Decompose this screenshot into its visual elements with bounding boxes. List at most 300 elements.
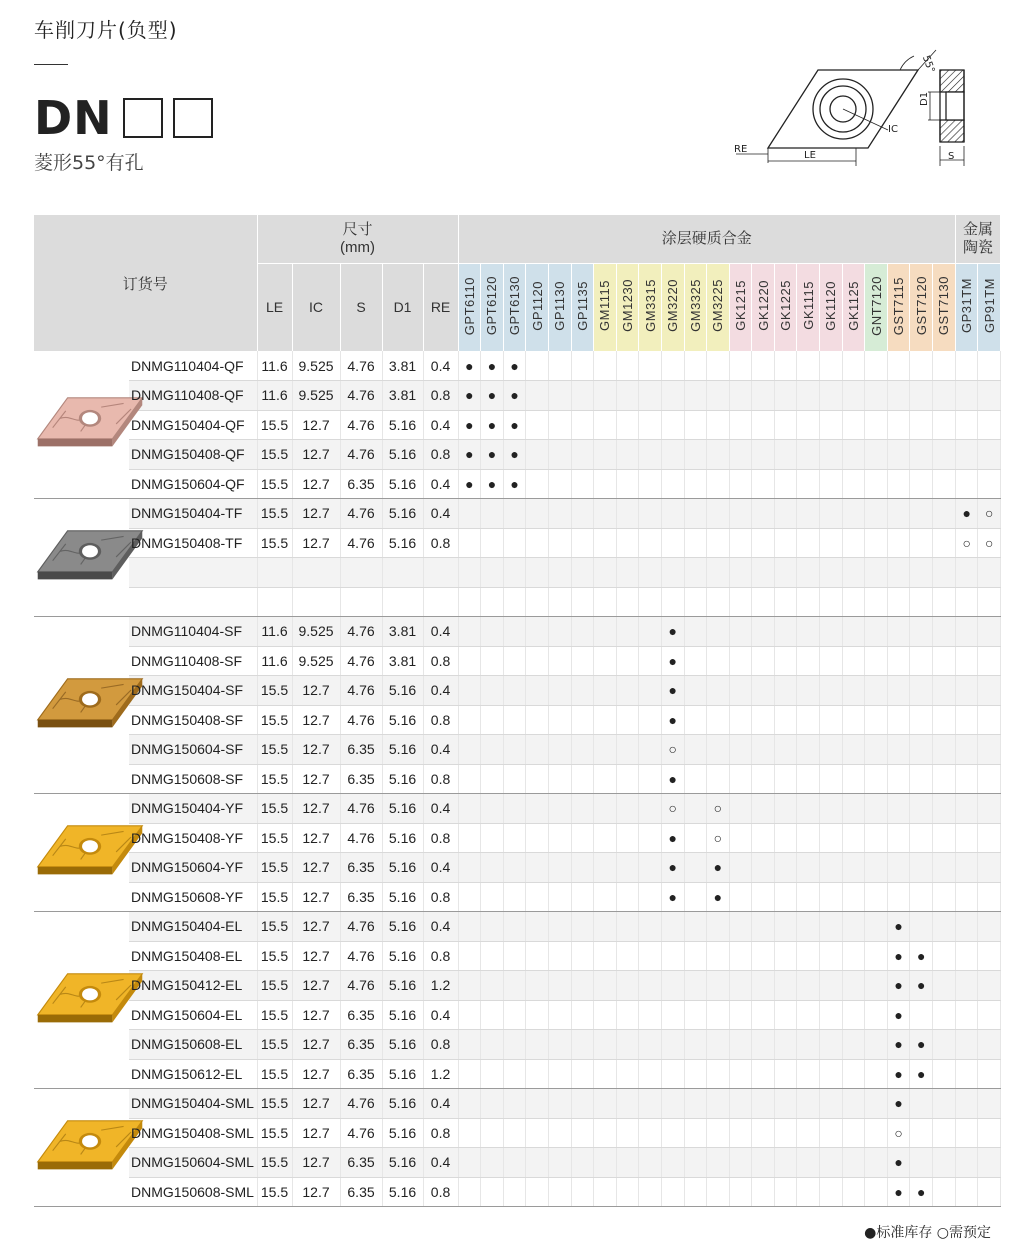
grade-cell xyxy=(526,1118,549,1148)
grade-cell xyxy=(752,1000,775,1030)
grade-cell xyxy=(797,528,820,558)
grade-cell xyxy=(661,469,684,499)
order-code: DNMG150404-TF xyxy=(129,499,257,529)
grade-cell xyxy=(910,912,933,942)
grade-cell xyxy=(865,528,888,558)
grade-cell xyxy=(481,971,504,1001)
grade-cell xyxy=(842,882,865,912)
grade-cell xyxy=(616,1089,639,1119)
grade-cell xyxy=(978,735,1001,765)
grade-cell xyxy=(797,971,820,1001)
grade-cell xyxy=(548,853,571,883)
grade-cell xyxy=(797,1059,820,1089)
grade-cell xyxy=(729,469,752,499)
grade-cell xyxy=(729,617,752,647)
grade-cell xyxy=(865,882,888,912)
grade-cell xyxy=(503,1118,526,1148)
table-row xyxy=(34,794,1001,824)
grade-header-label: GK1125 xyxy=(845,280,861,331)
insert-image-cell xyxy=(34,617,129,794)
stock-mark: ● xyxy=(661,823,684,853)
stock-mark: ● xyxy=(661,676,684,706)
grade-cell xyxy=(594,853,617,883)
grade-cell xyxy=(526,587,549,617)
grade-cell xyxy=(684,1177,707,1207)
grade-cell xyxy=(526,646,549,676)
grade-cell xyxy=(887,764,910,794)
dim-le-value: 11.6 xyxy=(257,646,292,676)
grade-cell xyxy=(684,587,707,617)
grade-cell xyxy=(458,1118,481,1148)
grade-cell xyxy=(548,1148,571,1178)
grade-cell xyxy=(729,410,752,440)
dim-re-value: 0.4 xyxy=(423,794,458,824)
grade-cell xyxy=(842,528,865,558)
grade-cell xyxy=(707,764,730,794)
grade-cell xyxy=(910,1000,933,1030)
stock-mark: ● xyxy=(661,853,684,883)
table-row xyxy=(34,1000,1001,1030)
grade-cell xyxy=(910,558,933,588)
grade-header-label: GK1215 xyxy=(732,280,748,332)
grade-cell xyxy=(481,794,504,824)
grade-cell xyxy=(820,1089,843,1119)
grade-cell xyxy=(526,882,549,912)
grade-cell xyxy=(910,882,933,912)
grade-cell xyxy=(458,764,481,794)
diagram-ic-label: IC xyxy=(888,124,898,135)
grade-cell xyxy=(481,1000,504,1030)
grade-cell xyxy=(729,676,752,706)
grade-cell xyxy=(774,381,797,411)
grade-cell xyxy=(616,469,639,499)
grade-cell xyxy=(571,646,594,676)
grade-cell xyxy=(978,587,1001,617)
grade-cell xyxy=(526,558,549,588)
grade-cell xyxy=(684,499,707,529)
grade-cell xyxy=(933,587,956,617)
dim-s-value: 4.76 xyxy=(340,823,382,853)
grade-cell xyxy=(820,587,843,617)
grade-cell xyxy=(820,1030,843,1060)
dim-s-value: 6.35 xyxy=(340,1059,382,1089)
dim-s-value: 6.35 xyxy=(340,1148,382,1178)
grade-cell xyxy=(842,587,865,617)
size-header-label: 尺寸 xyxy=(342,220,373,238)
grade-cell xyxy=(571,1177,594,1207)
dim-le-value: 11.6 xyxy=(257,617,292,647)
grade-cell xyxy=(729,646,752,676)
dim-ic-value: 12.7 xyxy=(292,705,340,735)
grade-cell xyxy=(458,823,481,853)
grade-cell xyxy=(594,1089,617,1119)
grade-cell xyxy=(752,587,775,617)
grade-cell xyxy=(820,1000,843,1030)
grade-cell xyxy=(503,676,526,706)
grade-cell xyxy=(933,528,956,558)
grade-cell xyxy=(910,1148,933,1178)
grade-cell xyxy=(978,617,1001,647)
grade-cell xyxy=(548,410,571,440)
grade-cell xyxy=(503,912,526,942)
grade-cell xyxy=(752,1059,775,1089)
grade-cell xyxy=(752,1089,775,1119)
grade-cell xyxy=(661,1177,684,1207)
grade-cell xyxy=(865,1059,888,1089)
grade-cell xyxy=(774,1000,797,1030)
grade-cell xyxy=(797,794,820,824)
grade-cell xyxy=(458,912,481,942)
grade-cell xyxy=(797,941,820,971)
page-title: 车削刀片(负型) xyxy=(34,18,178,42)
insert-gold-image xyxy=(34,818,146,884)
grade-cell xyxy=(729,558,752,588)
grade-cell xyxy=(910,735,933,765)
grade-cell xyxy=(910,499,933,529)
grade-cell xyxy=(729,1059,752,1089)
grade-cell xyxy=(526,351,549,381)
order-code: DNMG150404-QF xyxy=(129,410,257,440)
grade-cell xyxy=(639,1177,662,1207)
grade-cell xyxy=(684,528,707,558)
table-row xyxy=(34,705,1001,735)
grade-cell xyxy=(458,853,481,883)
dim-re-value: 0.8 xyxy=(423,1177,458,1207)
grade-cell xyxy=(752,882,775,912)
grade-cell xyxy=(955,1030,978,1060)
grade-cell xyxy=(548,528,571,558)
grade-cell xyxy=(684,1089,707,1119)
stock-mark: ● xyxy=(910,1030,933,1060)
table-row xyxy=(34,882,1001,912)
dim-ic-value: 12.7 xyxy=(292,971,340,1001)
grade-cell xyxy=(978,882,1001,912)
grade-cell xyxy=(842,1030,865,1060)
grade-cell xyxy=(548,499,571,529)
dim-d1-value: 3.81 xyxy=(382,617,423,647)
dim-le-value: 15.5 xyxy=(257,794,292,824)
dim-re-value: 0.8 xyxy=(423,646,458,676)
grade-cell xyxy=(797,381,820,411)
grade-cell xyxy=(503,1177,526,1207)
dim-le-value: 15.5 xyxy=(257,440,292,470)
grade-cell xyxy=(526,1059,549,1089)
grade-cell xyxy=(594,912,617,942)
dim-s-value: 6.35 xyxy=(340,1177,382,1207)
grade-cell xyxy=(752,381,775,411)
grade-cell xyxy=(820,971,843,1001)
stock-mark: ● xyxy=(887,1148,910,1178)
dim-s-value: 6.35 xyxy=(340,882,382,912)
insert-gray-image xyxy=(34,523,146,589)
grade-cell xyxy=(865,1118,888,1148)
grade-cell xyxy=(933,1177,956,1207)
grade-cell xyxy=(548,1059,571,1089)
grade-cell xyxy=(752,1177,775,1207)
grade-cell xyxy=(933,941,956,971)
grade-cell xyxy=(910,823,933,853)
dim-s-value: 4.76 xyxy=(340,646,382,676)
grade-cell xyxy=(752,794,775,824)
grade-cell xyxy=(616,499,639,529)
grade-cell xyxy=(842,735,865,765)
grade-cell xyxy=(526,912,549,942)
order-code: DNMG150408-EL xyxy=(129,941,257,971)
grade-cell xyxy=(616,705,639,735)
grade-cell xyxy=(955,705,978,735)
grade-cell xyxy=(933,912,956,942)
grade-cell xyxy=(797,646,820,676)
dim-d1-value: 5.16 xyxy=(382,941,423,971)
grade-cell xyxy=(503,1030,526,1060)
grade-cell xyxy=(774,764,797,794)
grade-cell xyxy=(729,764,752,794)
grade-cell xyxy=(639,351,662,381)
grade-cell xyxy=(571,587,594,617)
insert-pink-image xyxy=(34,390,146,456)
subtitle: 菱形55°有孔 xyxy=(34,152,144,174)
grade-cell xyxy=(481,499,504,529)
grade-cell xyxy=(978,676,1001,706)
grade-cell xyxy=(639,882,662,912)
dim-le-value: 15.5 xyxy=(257,735,292,765)
order-code xyxy=(129,558,257,588)
grade-cell xyxy=(933,853,956,883)
dim-d1-value: 3.81 xyxy=(382,646,423,676)
grade-cell xyxy=(503,823,526,853)
grade-cell xyxy=(661,499,684,529)
grade-cell xyxy=(933,676,956,706)
grade-cell xyxy=(481,823,504,853)
grade-cell xyxy=(684,1148,707,1178)
grade-cell xyxy=(616,764,639,794)
grade-cell xyxy=(842,1000,865,1030)
dim-ic-value xyxy=(292,587,340,617)
grade-cell xyxy=(526,1030,549,1060)
grade-cell xyxy=(797,558,820,588)
grade-cell xyxy=(684,617,707,647)
grade-cell xyxy=(842,381,865,411)
grade-cell xyxy=(548,558,571,588)
stock-mark: ● xyxy=(458,410,481,440)
grade-cell xyxy=(571,853,594,883)
grade-cell xyxy=(774,410,797,440)
grade-cell xyxy=(707,469,730,499)
grade-header-label: GP1130 xyxy=(552,280,568,331)
grade-cell xyxy=(933,646,956,676)
grade-cell xyxy=(458,735,481,765)
grade-cell xyxy=(820,617,843,647)
grade-cell xyxy=(639,469,662,499)
grade-cell xyxy=(865,558,888,588)
dim-s-value: 4.76 xyxy=(340,1118,382,1148)
grade-cell xyxy=(594,440,617,470)
grade-cell xyxy=(933,381,956,411)
grade-cell xyxy=(639,1000,662,1030)
grade-cell xyxy=(526,1000,549,1030)
grade-cell xyxy=(842,676,865,706)
grade-cell xyxy=(774,676,797,706)
grade-cell xyxy=(594,351,617,381)
grade-cell xyxy=(910,469,933,499)
grade-header-label: GK1220 xyxy=(755,280,771,332)
grade-cell xyxy=(526,971,549,1001)
grade-cell xyxy=(639,764,662,794)
grade-cell xyxy=(616,528,639,558)
grade-cell xyxy=(616,410,639,440)
grade-cell xyxy=(955,764,978,794)
grade-cell xyxy=(684,705,707,735)
grade-header-gk1225 xyxy=(774,263,797,351)
grade-cell xyxy=(752,351,775,381)
order-mark: ○ xyxy=(707,794,730,824)
grade-cell xyxy=(955,410,978,440)
grade-cell xyxy=(774,499,797,529)
placeholder-square-2 xyxy=(173,98,213,138)
dim-ic-value: 9.525 xyxy=(292,381,340,411)
grade-cell xyxy=(774,469,797,499)
grade-cell xyxy=(842,764,865,794)
grade-cell xyxy=(955,912,978,942)
grade-cell xyxy=(729,1030,752,1060)
grade-cell xyxy=(481,735,504,765)
grade-cell xyxy=(729,351,752,381)
grade-cell xyxy=(639,823,662,853)
grade-cell xyxy=(797,587,820,617)
grade-header-label: GM1230 xyxy=(620,279,636,333)
order-mark: ○ xyxy=(887,1118,910,1148)
table-row xyxy=(34,971,1001,1001)
grade-cell xyxy=(503,971,526,1001)
grade-cell xyxy=(887,499,910,529)
stock-mark: ● xyxy=(887,1177,910,1207)
grade-cell xyxy=(684,1059,707,1089)
grade-cell xyxy=(458,558,481,588)
dim-d1-value: 5.16 xyxy=(382,1148,423,1178)
grade-cell xyxy=(978,351,1001,381)
insert-gold-image xyxy=(34,966,146,1032)
cermet-header-line2: 陶瓷 xyxy=(962,238,993,256)
grade-cell xyxy=(978,705,1001,735)
order-mark: ○ xyxy=(661,735,684,765)
grade-cell xyxy=(955,646,978,676)
grade-cell xyxy=(707,1089,730,1119)
grade-cell xyxy=(933,1000,956,1030)
grade-cell xyxy=(707,1118,730,1148)
grade-header-label: GM3225 xyxy=(710,279,726,333)
grade-cell xyxy=(978,823,1001,853)
grade-cell xyxy=(503,528,526,558)
dim-le-value: 15.5 xyxy=(257,912,292,942)
table-row xyxy=(34,617,1001,647)
grade-cell xyxy=(955,587,978,617)
grade-cell xyxy=(933,735,956,765)
grade-cell xyxy=(707,587,730,617)
grade-cell xyxy=(774,558,797,588)
stock-mark: ● xyxy=(481,351,504,381)
grade-cell xyxy=(526,410,549,440)
grade-cell xyxy=(774,794,797,824)
grade-cell xyxy=(955,1000,978,1030)
dim-le-value: 15.5 xyxy=(257,1089,292,1119)
dim-re-value: 0.4 xyxy=(423,1148,458,1178)
dim-d1-value: 5.16 xyxy=(382,971,423,1001)
dim-s-value: 4.76 xyxy=(340,528,382,558)
grade-cell xyxy=(842,469,865,499)
grade-cell xyxy=(548,381,571,411)
dim-ic-value: 12.7 xyxy=(292,882,340,912)
grade-cell xyxy=(639,528,662,558)
grade-cell xyxy=(774,646,797,676)
grade-cell xyxy=(865,1089,888,1119)
grade-cell xyxy=(481,1030,504,1060)
grade-header-label: GM3220 xyxy=(665,279,681,333)
grade-cell xyxy=(707,1059,730,1089)
dim-re-value: 0.8 xyxy=(423,440,458,470)
grade-cell xyxy=(910,794,933,824)
table-row xyxy=(34,558,1001,588)
grade-cell xyxy=(594,1000,617,1030)
grade-cell xyxy=(774,912,797,942)
dim-s-value: 4.76 xyxy=(340,351,382,381)
grade-cell xyxy=(707,381,730,411)
grade-cell xyxy=(594,676,617,706)
grade-cell xyxy=(458,1177,481,1207)
dim-s-value: 6.35 xyxy=(340,735,382,765)
grade-cell xyxy=(933,1030,956,1060)
grade-cell xyxy=(684,971,707,1001)
order-code: DNMG150604-EL xyxy=(129,1000,257,1030)
grade-cell xyxy=(503,617,526,647)
grade-cell xyxy=(887,469,910,499)
order-mark: ○ xyxy=(707,823,730,853)
dim-d1-value: 5.16 xyxy=(382,499,423,529)
grade-cell xyxy=(481,1177,504,1207)
grade-cell xyxy=(481,646,504,676)
grade-cell xyxy=(594,410,617,440)
grade-cell xyxy=(684,558,707,588)
grade-cell xyxy=(797,764,820,794)
table-row xyxy=(34,469,1001,499)
grade-cell xyxy=(910,617,933,647)
grade-cell xyxy=(887,410,910,440)
grade-cell xyxy=(842,971,865,1001)
grade-cell xyxy=(774,705,797,735)
grade-cell xyxy=(526,469,549,499)
dim-re-value: 0.4 xyxy=(423,912,458,942)
stock-mark: ● xyxy=(661,764,684,794)
grade-cell xyxy=(707,440,730,470)
grade-cell xyxy=(594,558,617,588)
grade-cell xyxy=(594,735,617,765)
stock-mark: ● xyxy=(481,410,504,440)
grade-cell xyxy=(865,735,888,765)
grade-cell xyxy=(594,705,617,735)
order-code: DNMG150604-SF xyxy=(129,735,257,765)
grade-cell xyxy=(955,469,978,499)
dim-ic-value: 12.7 xyxy=(292,410,340,440)
grade-cell xyxy=(978,794,1001,824)
grade-header-label: GM1115 xyxy=(597,280,613,332)
grade-cell xyxy=(910,440,933,470)
dim-re-value: 0.4 xyxy=(423,617,458,647)
grade-cell xyxy=(842,1089,865,1119)
grade-cell xyxy=(774,1177,797,1207)
grade-cell xyxy=(639,617,662,647)
grade-cell xyxy=(910,528,933,558)
grade-cell xyxy=(616,617,639,647)
grade-cell xyxy=(684,440,707,470)
